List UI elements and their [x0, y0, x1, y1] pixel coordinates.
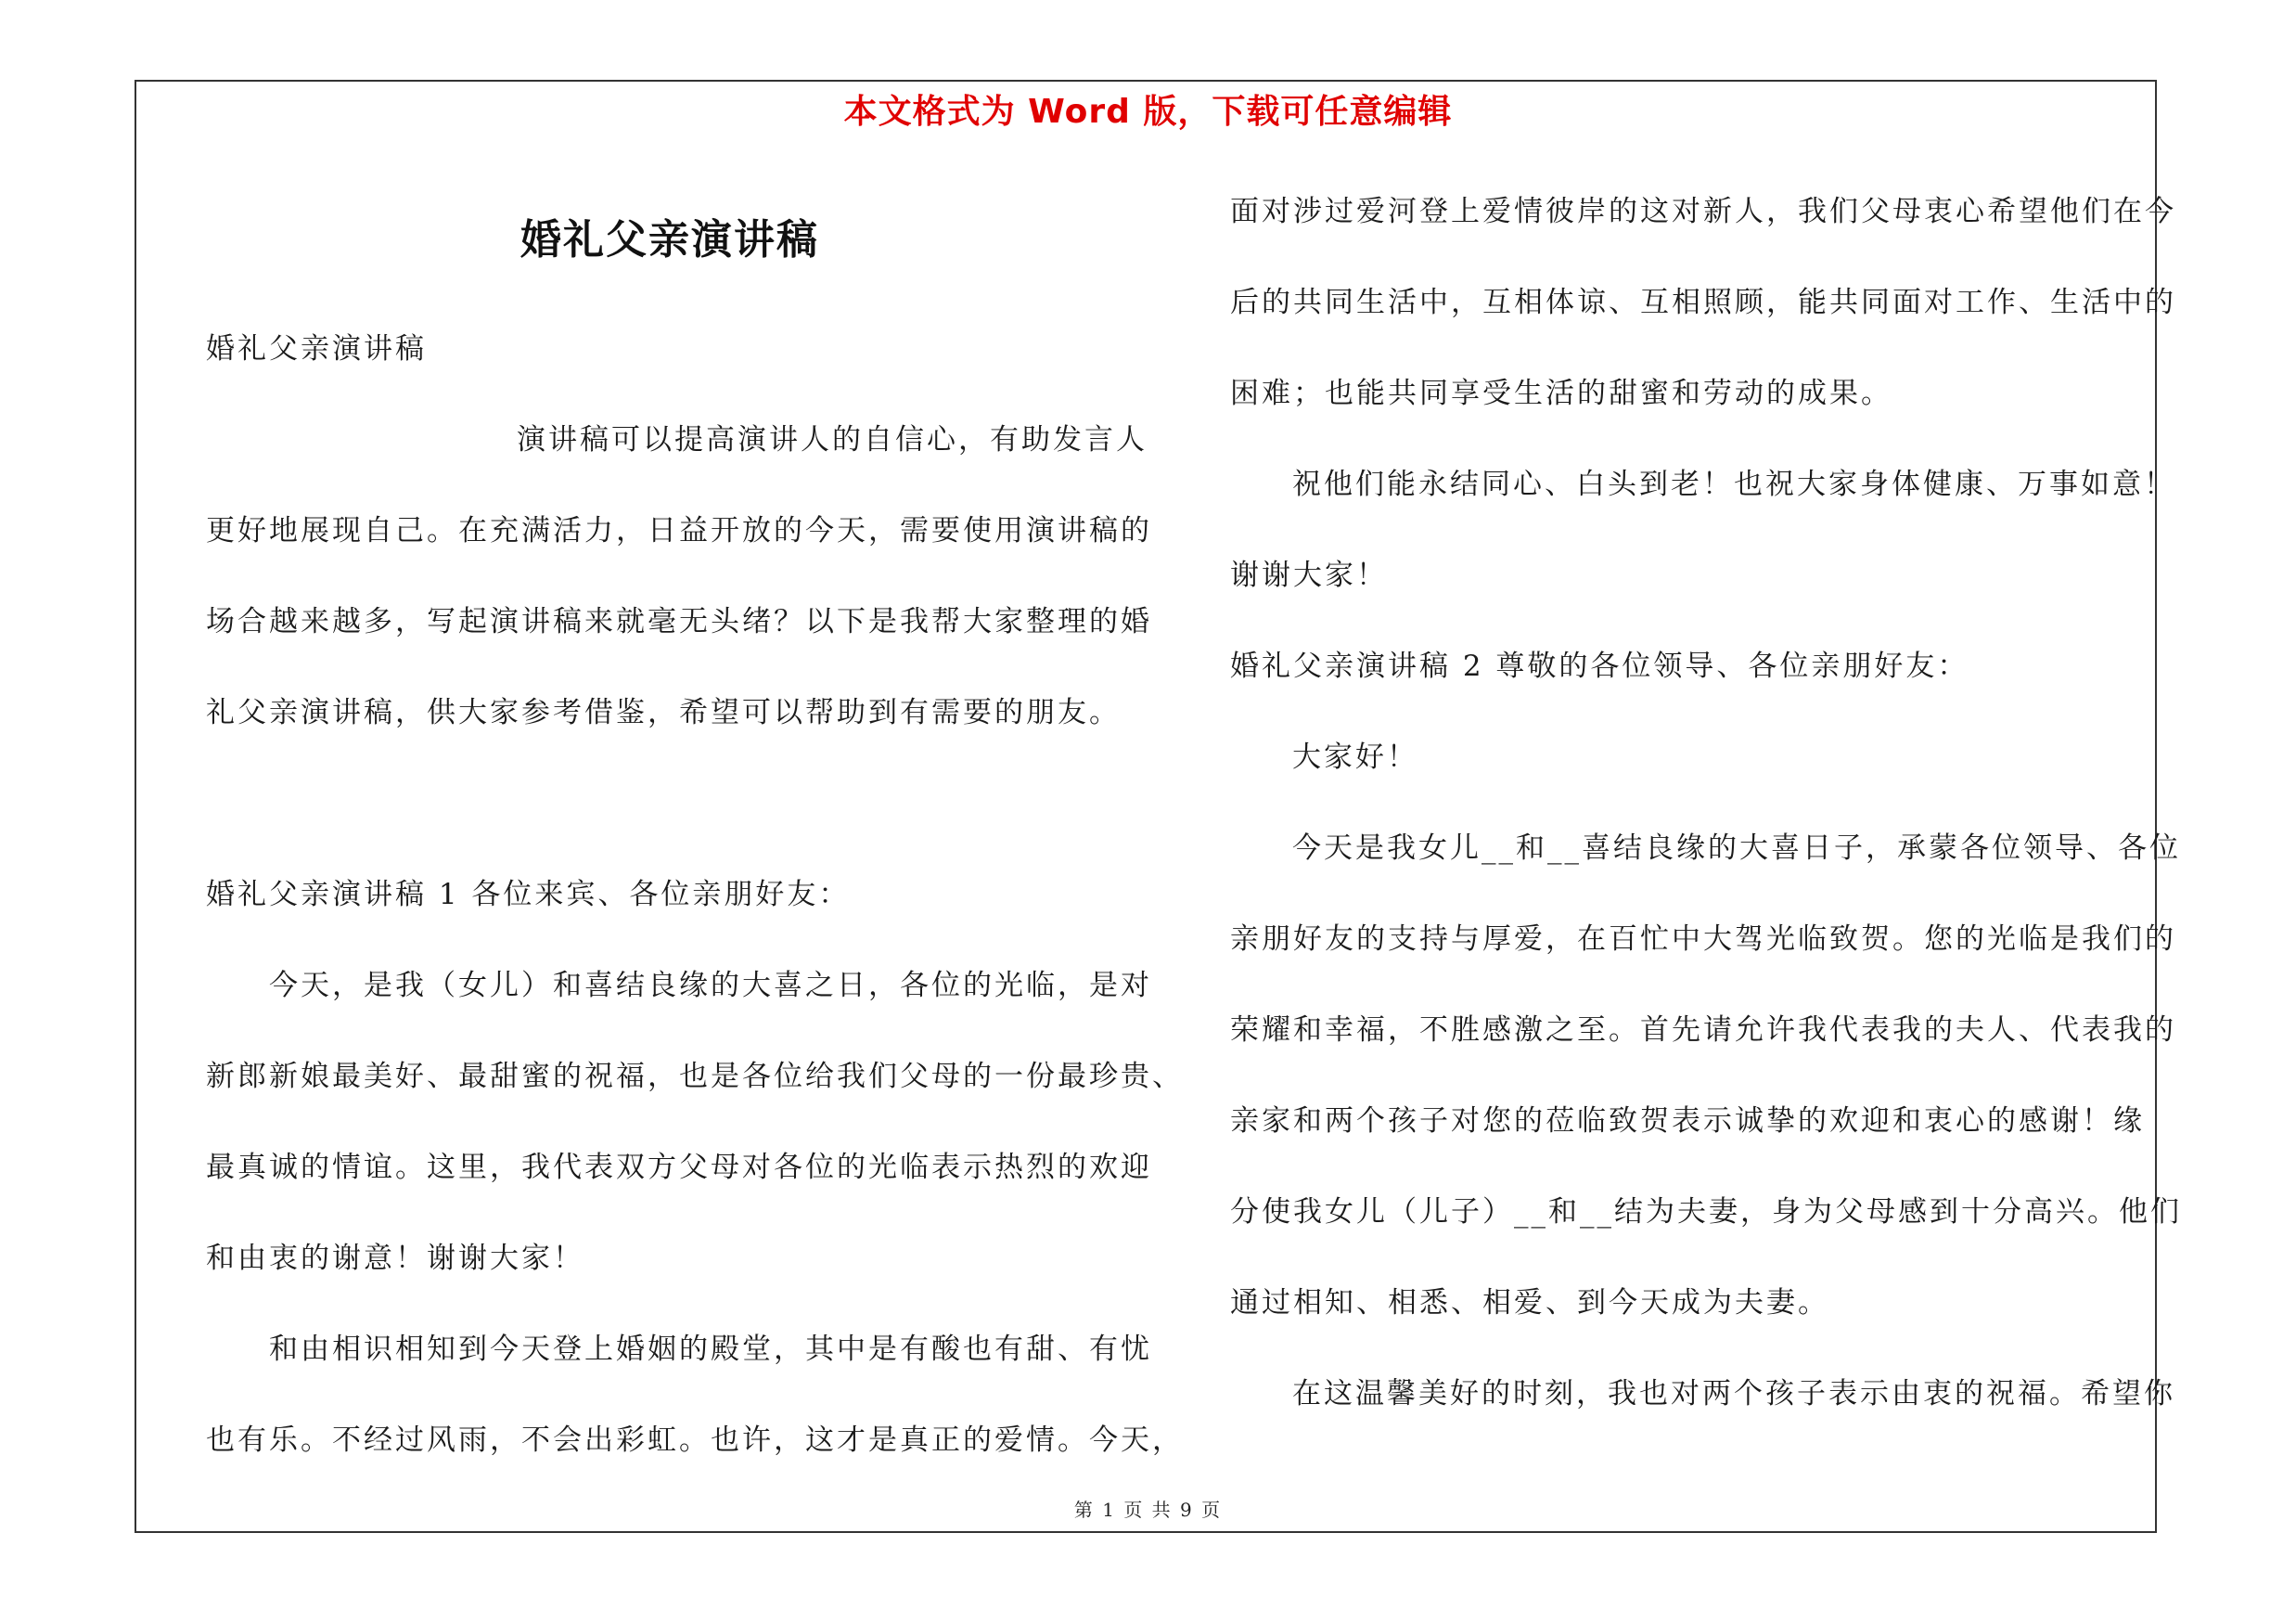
right-line: 大家好！	[1292, 741, 1418, 774]
left-line: 最真诚的情谊。这里，我代表双方父母对各位的光临表示热烈的欢迎	[206, 1151, 1152, 1184]
page-number-footer: 第 1 页 共 9 页	[1073, 1499, 1223, 1521]
right-line: 今天是我女儿__和__喜结良缘的大喜日子，承蒙各位领导、各位	[1292, 831, 2181, 865]
document-title: 婚礼父亲演讲稿	[520, 216, 819, 264]
right-line: 祝他们能永结同心、白头到老！也祝大家身体健康、万事如意！	[1292, 468, 2175, 501]
right-line: 荣耀和幸福，不胜感激之至。首先请允许我代表我的夫人、代表我的	[1230, 1013, 2176, 1047]
left-line: 场合越来越多，写起演讲稿来就毫无头绪？以下是我帮大家整理的婚	[206, 605, 1152, 638]
right-line: 亲家和两个孩子对您的莅临致贺表示诚挚的欢迎和衷心的感谢！缘	[1230, 1104, 2145, 1138]
right-line: 谢谢大家！	[1230, 559, 1388, 592]
left-line: 礼父亲演讲稿，供大家参考借鉴，希望可以帮助到有需要的朋友。	[206, 696, 1121, 729]
left-line: 和由相识相知到今天登上婚姻的殿堂，其中是有酸也有甜、有忧	[269, 1333, 1152, 1366]
right-line: 亲朋好友的支持与厚爱，在百忙中大驾光临致贺。您的光临是我们的	[1230, 922, 2176, 956]
right-line: 在这温馨美好的时刻，我也对两个孩子表示由衷的祝福。希望你	[1292, 1377, 2175, 1410]
left-line: 今天，是我（女儿）和喜结良缘的大喜之日，各位的光临，是对	[269, 969, 1152, 1002]
right-line: 面对涉过爱河登上爱情彼岸的这对新人，我们父母衷心希望他们在今	[1230, 195, 2176, 228]
right-line: 后的共同生活中，互相体谅、互相照顾，能共同面对工作、生活中的	[1230, 286, 2176, 319]
left-line: 演讲稿可以提高演讲人的自信心，有助发言人	[517, 423, 1148, 457]
right-line: 困难；也能共同享受生活的甜蜜和劳动的成果。	[1230, 377, 1892, 410]
right-line: 通过相知、相悉、相爱、到今天成为夫妻。	[1230, 1286, 1829, 1320]
left-line: 和由衷的谢意！谢谢大家！	[206, 1242, 584, 1275]
format-banner: 本文格式为 Word 版，下载可任意编辑	[843, 93, 1453, 131]
right-line: 婚礼父亲演讲稿 2 尊敬的各位领导、各位亲朋好友：	[1230, 650, 1969, 683]
left-line: 也有乐。不经过风雨，不会出彩虹。也许，这才是真正的爱情。今天，	[206, 1423, 1184, 1457]
left-line: 婚礼父亲演讲稿 1 各位来宾、各位亲朋好友：	[206, 878, 851, 911]
left-line: 婚礼父亲演讲稿	[206, 332, 427, 366]
left-line: 新郎新娘最美好、最甜蜜的祝福，也是各位给我们父母的一份最珍贵、	[206, 1060, 1184, 1093]
right-line: 分使我女儿（儿子）__和__结为夫妻，身为父母感到十分高兴。他们	[1230, 1195, 2182, 1229]
left-line: 更好地展现自己。在充满活力，日益开放的今天，需要使用演讲稿的	[206, 514, 1152, 547]
